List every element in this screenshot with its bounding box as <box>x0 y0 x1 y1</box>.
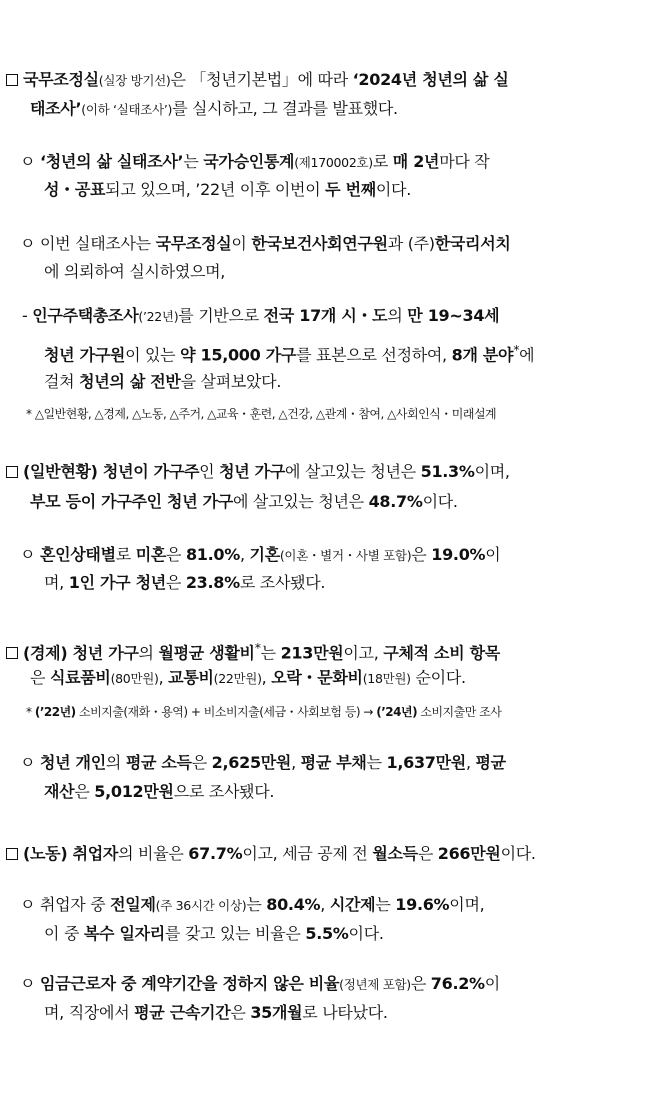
dash-line: - 인구주택총조사(’22년)를 기반으로 전국 17개 시・도의 만 19~34세 <box>22 306 500 325</box>
square-bullet-icon <box>6 848 18 860</box>
paragraph-line: 태조사’(이하 ‘실태조사’)를 실시하고, 그 결과를 발표했다. <box>30 99 398 118</box>
bullet-line: 며, 직장에서 평균 근속기간은 35개월로 나타났다. <box>44 1003 388 1022</box>
bullet-line: 이 중 복수 일자리를 갖고 있는 비율은 5.5%이다. <box>44 924 384 943</box>
bullet-line: 재산은 5,012만원으로 조사됐다. <box>44 782 275 801</box>
bullet-line: ㅇ 혼인상태별로 미혼은 81.0%, 기혼(이혼・별거・사별 포함)은 19.0%이 <box>20 545 501 564</box>
circle-bullet-icon: ㅇ <box>20 895 36 914</box>
bullet-line: ㅇ 취업자 중 전일제(주 36시간 이상)는 80.4%, 시간제는 19.6%이며, <box>20 895 485 914</box>
bullet-line: 에 의뢰하여 실시하였으며, <box>44 262 226 281</box>
square-bullet-icon <box>6 74 18 86</box>
circle-bullet-icon: ㅇ <box>20 545 36 564</box>
circle-bullet-icon: ㅇ <box>20 234 36 253</box>
paragraph-line: 국무조정실(실장 방기선)은 「청년기본법」에 따라 ‘2024년 청년의 삶 실 <box>6 68 509 93</box>
circle-bullet-icon: ㅇ <box>20 974 36 993</box>
bullet-line: 며, 1인 가구 청년은 23.8%로 조사됐다. <box>44 573 326 592</box>
bullet-line: ㅇ ‘청년의 삶 실태조사’는 국가승인통계(제170002호)로 매 2년마다 작 <box>20 152 490 171</box>
square-bullet-icon <box>6 647 18 659</box>
paragraph-line: (일반현황) 청년이 가구주인 청년 가구에 살고있는 청년은 51.3%이며, <box>6 460 510 484</box>
paragraph-line: (노동) 취업자의 비율은 67.7%이고, 세금 공제 전 월소득은 266만원이다. <box>6 842 536 866</box>
bullet-line: ㅇ 이번 실태조사는 국무조정실이 한국보건사회연구원과 (주)한국리서치 <box>20 234 511 253</box>
bullet-line: ㅇ 청년 개인의 평균 소득은 2,625만원, 평균 부채는 1,637만원, 평균 <box>20 753 506 772</box>
footnote: * △일반현황, △경제, △노동, △주거, △교육・훈련, △건강, △관계・참여, △사회인식・미래설계 <box>26 407 497 421</box>
footnote: * (’22년) 소비지출(재화・용역) + 비소비지출(세금・사회보험 등) → (’24년) 소비지출만 조사 <box>26 705 502 719</box>
paragraph-line: (경제) 청년 가구의 월평균 생활비*는 213만원이고, 구체적 소비 항목 <box>6 636 500 665</box>
dash-line: 청년 가구원이 있는 약 15,000 가구를 표본으로 선정하여, 8개 분야*에 <box>44 342 535 365</box>
bullet-line: ㅇ 임금근로자 중 계약기간을 정하지 않은 비율(정년제 포함)은 76.2%이 <box>20 974 500 993</box>
bullet-line: 성・공표되고 있으며, ’22년 이후 이번이 두 번째이다. <box>44 180 412 199</box>
circle-bullet-icon: ㅇ <box>20 152 36 171</box>
dash-line: 걸쳐 청년의 삶 전반을 살펴보았다. <box>44 372 282 391</box>
dash-bullet-icon: - <box>22 306 28 325</box>
paragraph-line: 은 식료품비(80만원), 교통비(22만원), 오락・문화비(18만원) 순이다. <box>30 668 466 687</box>
paragraph-line: 부모 등이 가구주인 청년 가구에 살고있는 청년은 48.7%이다. <box>30 492 458 511</box>
circle-bullet-icon: ㅇ <box>20 753 36 772</box>
square-bullet-icon <box>6 466 18 478</box>
